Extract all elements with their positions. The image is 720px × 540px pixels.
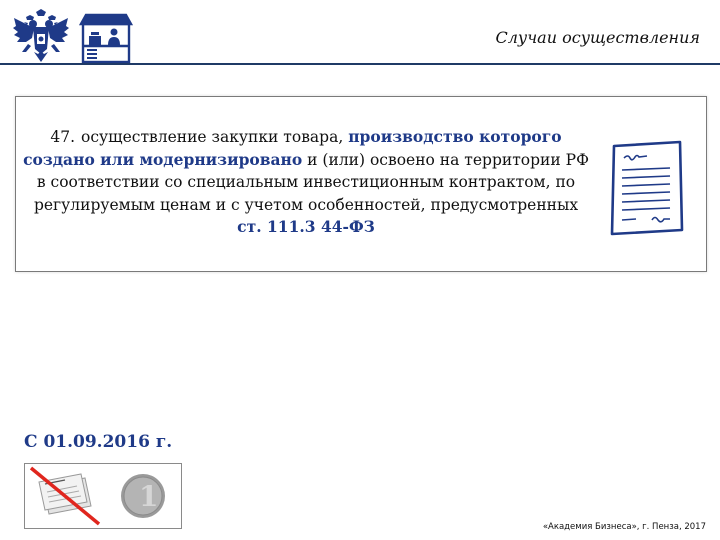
footer-credit: «Академия Бизнеса», г. Пенза, 2017	[542, 522, 706, 532]
page-title: Случаи осуществления	[495, 28, 700, 47]
coat-of-arms-icon	[12, 8, 70, 66]
item-highlight-law-reference: ст. 111.3 44-ФЗ	[237, 217, 375, 236]
item-text-part-1: осуществление закупки товара,	[81, 128, 349, 146]
document-icon	[606, 140, 688, 236]
payment-illustration-graphic	[25, 464, 181, 528]
payment-illustration	[24, 463, 182, 529]
list-item	[20, 126, 592, 239]
coin-label: 1	[139, 480, 159, 513]
item-number: 47.	[50, 128, 76, 146]
header-divider	[0, 63, 720, 65]
item-text-part-2: и (или) освоено на территории РФ в соответствии со специальным инвестиционным контрактом, по регулируемым ценам и с учетом особенностей, предусмотренных	[33, 150, 589, 214]
effective-date-label: С 01.09.2016 г.	[24, 432, 173, 452]
shop-counter-icon	[78, 12, 134, 66]
item-highlight-production: производство которого создано или модернизировано	[23, 127, 562, 169]
coin-icon	[121, 474, 165, 518]
